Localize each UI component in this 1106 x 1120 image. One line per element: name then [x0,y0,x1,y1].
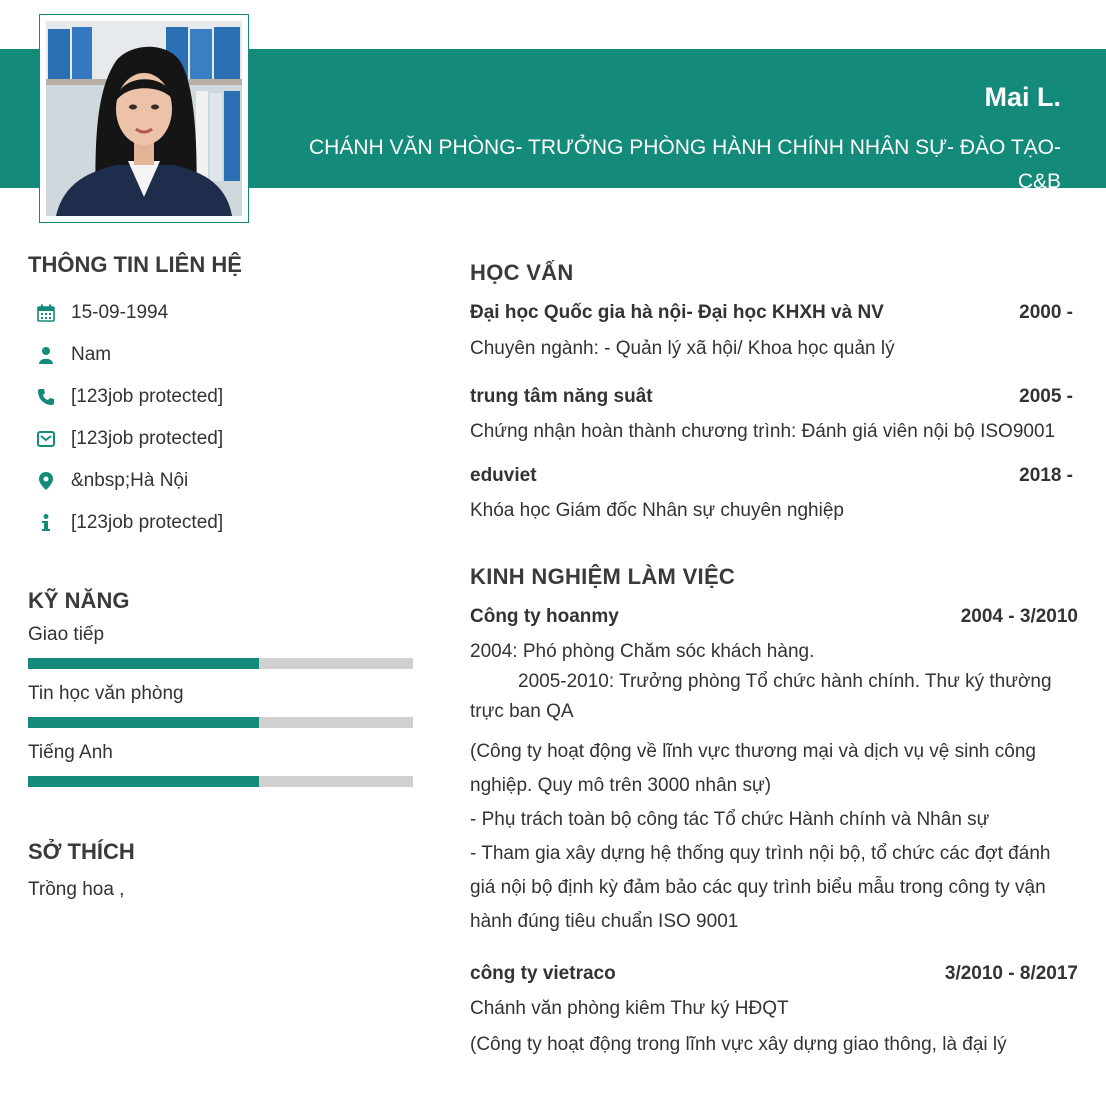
entry-head [470,459,1078,492]
experience-line: 2004: Phó phòng Chăm sóc khách hàng. [470,641,815,662]
education-heading: HỌC VẤN [470,260,574,285]
hobbies-heading: SỞ THÍCH [28,839,135,864]
contact-phone [28,376,418,418]
experience-line: - Tham gia xây dựng hệ thống quy trình nội bộ, tổ chức các đợt đánh giá nội bộ định kỳ đảm bảo các quy trình biểu mẫu trong công ty vận hành đúng tiêu chuẩn ISO 9001 [470,843,1051,932]
experience-date: 2004 - 3/2010 [960,606,1078,627]
experience-date: 3/2010 - 8/2017 [944,963,1078,984]
entry-head [470,600,1078,633]
experience-line: Chánh văn phòng kiêm Thư ký HĐQT [470,998,789,1019]
experience-line: (Công ty hoạt động trong lĩnh vực xây dựng giao thông, là đại lý [470,1034,1007,1055]
contact-heading: THÔNG TIN LIÊN HỆ [28,252,242,277]
skill-name: Tin học văn phòng [28,683,184,704]
skill-bar [28,658,413,669]
phone-value: [123job protected] [71,386,224,407]
education-entry [470,459,1078,526]
skill-bar [28,776,413,787]
contact-gender [28,334,418,376]
candidate-name: Mai L. [984,82,1061,112]
gender-value: Nam [71,344,112,365]
hobbies-section [28,839,418,901]
experience-entry [470,600,1078,939]
envelope-icon [26,431,66,447]
skill-bar-fill [28,658,259,669]
education-entry [470,296,1078,364]
skill-name: Tiếng Anh [28,742,113,763]
skills-heading: KỸ NĂNG [28,588,130,613]
contact-list [28,292,418,544]
left-column [28,252,418,901]
education-desc: Khóa học Giám đốc Nhân sự chuyên nghiệp [470,500,844,521]
education-date: 2005 - [1019,386,1073,407]
education-school: Đại học Quốc gia hà nội- Đại học KHXH và NV [470,302,884,323]
info-icon [26,514,66,532]
info-value: [123job protected] [71,512,224,533]
entry-head [470,296,1078,329]
education-date: 2018 - [1019,465,1073,486]
education-date: 2000 - [1019,302,1073,323]
skill-item [28,624,418,669]
map-marker-icon [26,472,66,490]
experience-company: công ty vietraco [470,963,616,984]
profile-photo-frame [39,14,249,223]
experience-company: Công ty hoanmy [470,606,619,627]
phone-icon [26,388,66,406]
hobbies-text: Trồng hoa , [28,879,125,900]
skill-bar-fill [28,776,259,787]
education-school: eduviet [470,465,537,486]
calendar-icon [26,304,66,322]
address-value: &nbsp;Hà Nội [71,470,189,491]
skill-name: Giao tiếp [28,624,105,645]
skills-section [28,588,418,787]
experience-line: 2005-2010: Trưởng phòng Tổ chức hành chính. Thư ký thường trực ban QA [470,671,1052,722]
education-desc: Chuyên ngành: - Quản lý xã hội/ Khoa học quản lý [470,338,895,359]
user-icon [26,346,66,364]
portrait-illustration [46,21,242,216]
right-column [470,260,1078,1060]
education-school: trung tâm năng suât [470,386,653,407]
skill-item [28,742,418,787]
skill-item [28,683,418,728]
skill-bar [28,717,413,728]
profile-photo [46,21,242,216]
entry-head [470,380,1078,413]
experience-line: - Phụ trách toàn bộ công tác Tổ chức Hành chính và Nhân sự [470,809,990,830]
skill-bar-fill [28,717,259,728]
birthday-value: 15-09-1994 [71,302,169,323]
email-value: [123job protected] [71,428,224,449]
experience-entry [470,957,1078,1060]
contact-birthday [28,292,418,334]
experience-heading: KINH NGHIỆM LÀM VIỆC [470,564,736,589]
contact-address [28,460,418,502]
experience-line: (Công ty hoạt động về lĩnh vực thương mại và dịch vụ vệ sinh công nghiệp. Quy mô trên 3000 nhân sự) [470,741,1036,796]
contact-email [28,418,418,460]
contact-info [28,502,418,544]
education-entry [470,380,1078,447]
entry-head [470,957,1078,990]
candidate-job-title: CHÁNH VĂN PHÒNG- TRƯỞNG PHÒNG HÀNH CHÍNH NHÂN SỰ- ĐÀO TẠO- C&B [309,136,1061,193]
education-desc: Chứng nhận hoàn thành chương trình: Đánh giá viên nội bộ ISO9001 [470,421,1056,442]
